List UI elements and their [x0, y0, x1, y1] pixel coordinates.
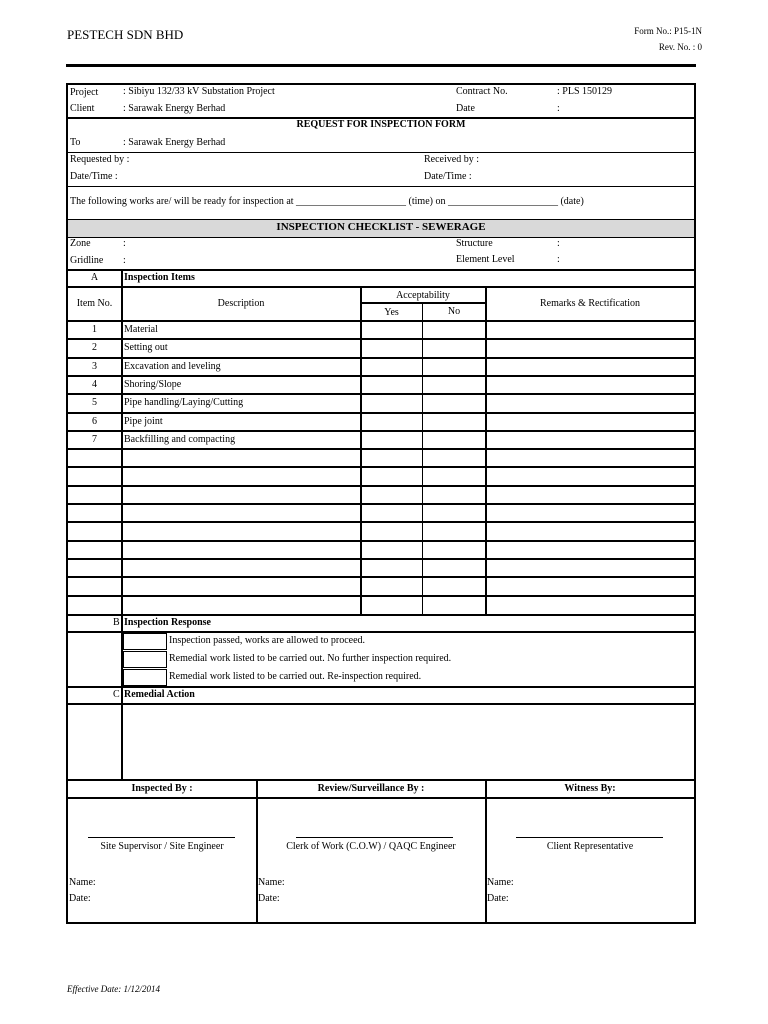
- column-divider: [485, 287, 487, 614]
- remarks-cell[interactable]: [487, 450, 693, 466]
- project-label: Project: [70, 87, 99, 98]
- remarks-cell[interactable]: [487, 542, 693, 558]
- structure-label: Structure: [456, 238, 493, 249]
- requested-by-field[interactable]: Requested by :: [70, 154, 130, 165]
- divider: [68, 797, 694, 799]
- table-row: [68, 596, 694, 614]
- col-item-no: Item No.: [76, 298, 113, 309]
- gridline-value[interactable]: :: [123, 255, 126, 266]
- remarks-cell[interactable]: [487, 523, 693, 539]
- no-cell[interactable]: [424, 414, 484, 430]
- no-cell[interactable]: [424, 450, 484, 466]
- structure-value[interactable]: :: [557, 238, 560, 249]
- table-row: [68, 541, 694, 559]
- section-c-letter: C: [113, 689, 120, 700]
- col-description: Description: [217, 298, 265, 309]
- item-number: 3: [92, 360, 97, 372]
- table-row: [68, 339, 694, 357]
- item-description: Setting out: [124, 342, 168, 354]
- date-value: :: [557, 103, 560, 114]
- signature-line-cow[interactable]: [296, 837, 453, 838]
- client-label: Client: [70, 103, 95, 114]
- no-cell[interactable]: [424, 468, 484, 484]
- divider: [68, 614, 694, 616]
- remarks-cell[interactable]: [487, 432, 693, 448]
- table-row: [68, 522, 694, 540]
- column-divider: [422, 303, 423, 614]
- col-remarks: Remarks & Rectification: [540, 298, 640, 309]
- section-b-letter: B: [113, 617, 120, 628]
- yes-cell[interactable]: [362, 377, 421, 393]
- no-cell[interactable]: [424, 377, 484, 393]
- yes-cell[interactable]: [362, 414, 421, 430]
- divider: [68, 703, 694, 705]
- no-cell[interactable]: [424, 597, 484, 613]
- remarks-cell[interactable]: [487, 505, 693, 521]
- date-field-cow[interactable]: Date:: [258, 893, 280, 904]
- response-checkbox-no-reinspection[interactable]: [123, 651, 167, 668]
- date-field-supervisor[interactable]: Date:: [69, 893, 91, 904]
- received-by-field[interactable]: Received by :: [424, 154, 479, 165]
- no-cell[interactable]: [424, 487, 484, 503]
- date-field-client[interactable]: Date:: [487, 893, 509, 904]
- table-row: [68, 449, 694, 467]
- table-row: [68, 559, 694, 577]
- effective-date: Effective Date: 1/12/2014: [67, 984, 160, 994]
- contract-value: : PLS 150129: [557, 86, 613, 97]
- remarks-cell[interactable]: [487, 340, 693, 356]
- col-yes: Yes: [384, 307, 399, 318]
- col-acceptability: Acceptability: [396, 290, 450, 301]
- yes-cell[interactable]: [362, 359, 421, 375]
- yes-cell[interactable]: [362, 578, 421, 594]
- item-description: Backfilling and compacting: [124, 433, 236, 445]
- yes-cell[interactable]: [362, 468, 421, 484]
- name-field-cow[interactable]: Name:: [258, 877, 285, 888]
- remarks-cell[interactable]: [487, 395, 693, 411]
- role-clerk-of-work: Clerk of Work (C.O.W) / QAQC Engineer: [286, 841, 456, 852]
- response-option-passed: Inspection passed, works are allowed to proceed.: [169, 635, 366, 646]
- signature-line-client[interactable]: [516, 837, 663, 838]
- role-client-representative: Client Representative: [546, 841, 634, 852]
- divider: [68, 237, 694, 238]
- no-cell[interactable]: [424, 578, 484, 594]
- divider: [68, 286, 694, 288]
- no-cell[interactable]: [424, 505, 484, 521]
- remarks-cell[interactable]: [487, 377, 693, 393]
- no-cell[interactable]: [424, 395, 484, 411]
- divider: [68, 186, 694, 187]
- response-option-reinspection: Remedial work listed to be carried out. Re-inspection required.: [169, 671, 422, 682]
- divider: [361, 302, 486, 304]
- revision-number: Rev. No. : 0: [658, 42, 702, 52]
- remarks-cell[interactable]: [487, 322, 693, 338]
- item-description: Pipe handling/Laying/Cutting: [124, 397, 244, 409]
- column-divider: [485, 780, 487, 922]
- item-number: 2: [92, 342, 97, 354]
- yes-cell[interactable]: [362, 322, 421, 338]
- no-cell[interactable]: [424, 560, 484, 576]
- remarks-cell[interactable]: [487, 560, 693, 576]
- header-rule: [66, 64, 696, 67]
- column-divider: [360, 287, 362, 614]
- divider: [68, 269, 694, 271]
- name-field-client[interactable]: Name:: [487, 877, 514, 888]
- inspection-form: [66, 83, 696, 924]
- signature-line-supervisor[interactable]: [88, 837, 235, 838]
- yes-cell[interactable]: [362, 597, 421, 613]
- to-label: To: [70, 137, 81, 148]
- no-cell[interactable]: [424, 523, 484, 539]
- item-number: 6: [92, 415, 97, 427]
- column-divider: [121, 270, 123, 614]
- witness-by-header: Witness By:: [564, 783, 616, 794]
- remarks-cell[interactable]: [487, 359, 693, 375]
- column-divider: [121, 615, 123, 779]
- section-c-title: Remedial Action: [124, 689, 195, 700]
- review-by-header: Review/Surveillance By :: [317, 783, 425, 794]
- element-level-label: Element Level: [456, 254, 515, 265]
- no-cell[interactable]: [424, 432, 484, 448]
- item-number: 5: [92, 397, 97, 409]
- table-row: [68, 321, 694, 339]
- section-b-title: Inspection Response: [124, 617, 211, 628]
- inspected-by-header: Inspected By :: [131, 783, 193, 794]
- zone-label: Zone: [70, 238, 91, 249]
- client-value: : Sarawak Energy Berhad: [123, 103, 226, 114]
- item-number: 7: [92, 433, 97, 445]
- table-row: [68, 413, 694, 431]
- table-row: [68, 358, 694, 376]
- contract-label: Contract No.: [456, 86, 508, 97]
- item-description: Excavation and leveling: [124, 360, 221, 372]
- table-row: [68, 467, 694, 485]
- item-description: Pipe joint: [124, 415, 163, 427]
- item-number: 1: [92, 324, 97, 335]
- yes-cell[interactable]: [362, 487, 421, 503]
- company-name: PESTECH SDN BHD: [67, 27, 184, 42]
- table-row: [68, 504, 694, 522]
- remarks-cell[interactable]: [487, 414, 693, 430]
- column-divider: [256, 780, 258, 922]
- no-cell[interactable]: [424, 322, 484, 338]
- item-description: Material: [124, 324, 158, 335]
- divider: [68, 686, 694, 688]
- to-value: : Sarawak Energy Berhad: [123, 137, 226, 148]
- zone-value[interactable]: :: [123, 238, 126, 249]
- yes-cell[interactable]: [362, 542, 421, 558]
- request-form-title: REQUEST FOR INSPECTION FORM: [296, 119, 466, 130]
- remedial-action-area[interactable]: [124, 706, 692, 778]
- table-row: [68, 486, 694, 504]
- ready-for-inspection-text: The following works are/ will be ready for inspection at ______________________ (time) on ______________________ (date): [70, 196, 584, 207]
- table-row: [68, 394, 694, 412]
- project-value: : Sibiyu 132/33 kV Substation Project: [123, 86, 275, 97]
- table-row: [68, 577, 694, 595]
- yes-cell[interactable]: [362, 395, 421, 411]
- remarks-cell[interactable]: [487, 578, 693, 594]
- divider: [68, 152, 694, 153]
- remarks-cell[interactable]: [487, 597, 693, 613]
- element-level-value[interactable]: :: [557, 254, 560, 265]
- yes-cell[interactable]: [362, 432, 421, 448]
- section-a-letter: A: [90, 272, 99, 283]
- remarks-cell[interactable]: [487, 487, 693, 503]
- divider: [68, 779, 694, 781]
- no-cell[interactable]: [424, 340, 484, 356]
- receive-datetime-field[interactable]: Date/Time :: [424, 171, 472, 182]
- checklist-title: INSPECTION CHECKLIST - SEWERAGE: [276, 221, 486, 233]
- gridline-label: Gridline: [70, 255, 104, 266]
- request-datetime-field[interactable]: Date/Time :: [70, 171, 118, 182]
- response-option-no-reinspection: Remedial work listed to be carried out. No further inspection required.: [169, 653, 452, 664]
- no-cell[interactable]: [424, 542, 484, 558]
- remarks-cell[interactable]: [487, 468, 693, 484]
- yes-cell[interactable]: [362, 523, 421, 539]
- table-row: [68, 431, 694, 449]
- yes-cell[interactable]: [362, 505, 421, 521]
- yes-cell[interactable]: [362, 340, 421, 356]
- response-checkbox-reinspection[interactable]: [123, 669, 167, 686]
- form-number: Form No.: P15-1N: [634, 26, 702, 36]
- col-no: No: [447, 306, 461, 317]
- role-site-supervisor: Site Supervisor / Site Engineer: [100, 841, 224, 852]
- table-row: [68, 376, 694, 394]
- name-field-supervisor[interactable]: Name:: [69, 877, 96, 888]
- section-a-title: Inspection Items: [124, 272, 195, 283]
- yes-cell[interactable]: [362, 560, 421, 576]
- yes-cell[interactable]: [362, 450, 421, 466]
- item-number: 4: [92, 378, 97, 390]
- response-checkbox-passed[interactable]: [123, 633, 167, 650]
- item-description: Shoring/Slope: [124, 378, 182, 390]
- no-cell[interactable]: [424, 359, 484, 375]
- date-label: Date: [456, 103, 475, 114]
